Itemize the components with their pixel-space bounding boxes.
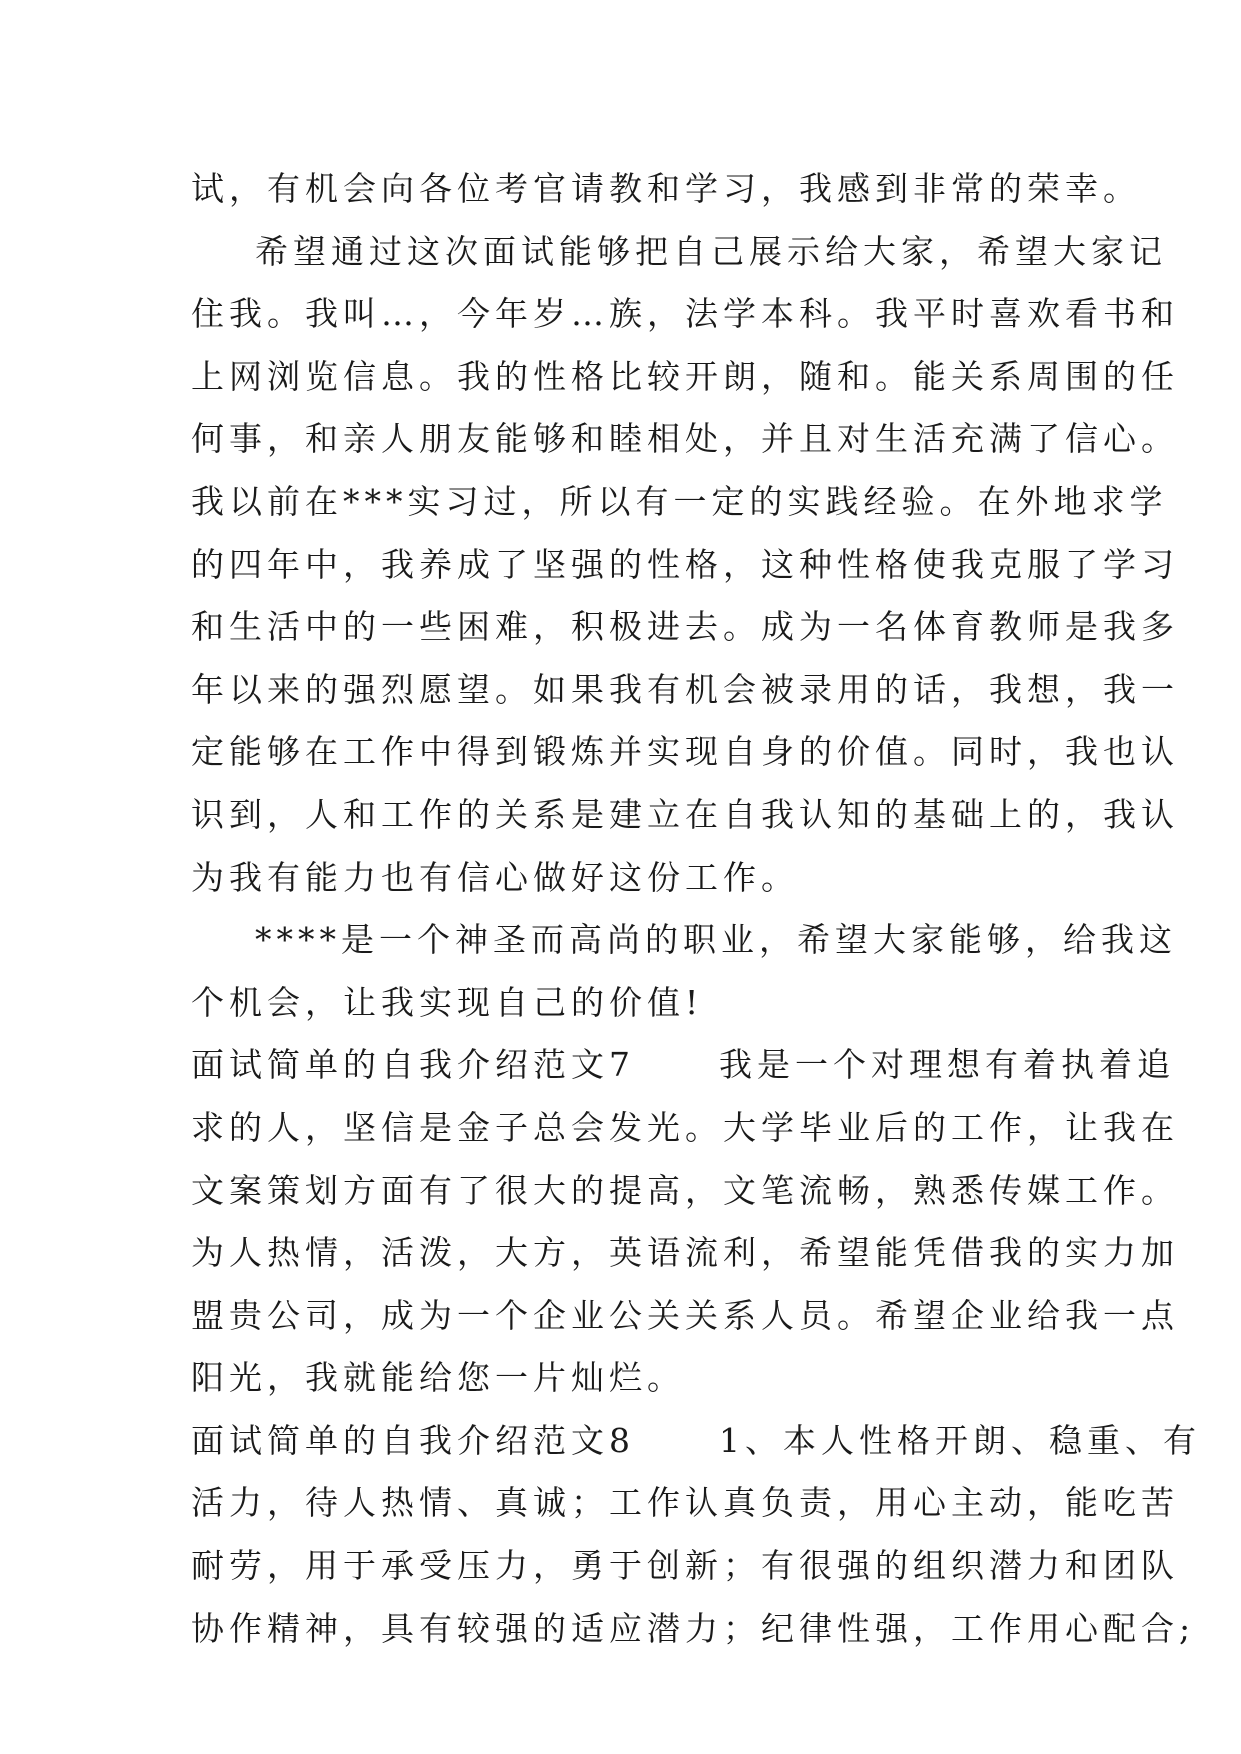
section-8-heading-line bbox=[191, 1410, 1201, 1473]
section-7-first-line: 我是一个对理想有着执着追 bbox=[719, 1045, 1175, 1085]
paragraph-first-line: ****是一个神圣而高尚的职业，希望大家能够，给我这 bbox=[255, 920, 1177, 960]
section-8-heading: 面试简单的自我介绍范文 bbox=[191, 1420, 609, 1460]
body-line: 定能够在工作中得到锻炼并实现自身的价值。同时，我也认 bbox=[191, 732, 1179, 772]
body-line: 协作精神，具有较强的适应潜力；纪律性强，工作用心配合; bbox=[191, 1608, 1196, 1648]
body-line: 的四年中，我养成了坚强的性格，这种性格使我克服了学习 bbox=[191, 544, 1179, 584]
body-line: 为人热情，活泼，大方，英语流利，希望能凭借我的实力加 bbox=[191, 1233, 1179, 1273]
body-line: 活力，待人热情、真诚；工作认真负责，用心主动，能吃苦 bbox=[191, 1483, 1179, 1523]
body-line: 住我。我叫…，今年岁…族，法学本科。我平时喜欢看书和 bbox=[191, 294, 1179, 334]
body-line: 求的人，坚信是金子总会发光。大学毕业后的工作，让我在 bbox=[191, 1107, 1179, 1147]
section-8-number: 8 bbox=[609, 1420, 635, 1460]
body-line: 上网浏览信息。我的性格比较开朗，随和。能关系周围的任 bbox=[191, 356, 1179, 396]
body-line: 年以来的强烈愿望。如果我有机会被录用的话，我想，我一 bbox=[191, 669, 1179, 709]
body-line: 试，有机会向各位考官请教和学习，我感到非常的荣幸。 bbox=[191, 169, 1141, 208]
body-line: 识到，人和工作的关系是建立在自我认知的基础上的，我认 bbox=[191, 794, 1179, 834]
section-7-number: 7 bbox=[609, 1045, 635, 1085]
body-line: 为我有能力也有信心做好这份工作。 bbox=[191, 857, 799, 897]
body-line: 文案策划方面有了很大的提高，文笔流畅，熟悉传媒工作。 bbox=[191, 1170, 1179, 1210]
body-line: 和生活中的一些困难，积极进去。成为一名体育教师是我多 bbox=[191, 607, 1179, 647]
body-line: 我以前在***实习过，所以有一定的实践经验。在外地求学 bbox=[191, 481, 1168, 521]
section-7-heading-line bbox=[191, 1034, 1175, 1097]
section-7-heading: 面试简单的自我介绍范文 bbox=[191, 1045, 609, 1085]
body-line: 耐劳，用于承受压力，勇于创新；有很强的组织潜力和团队 bbox=[191, 1546, 1179, 1586]
paragraph-first-line: 希望通过这次面试能够把自己展示给大家，希望大家记 bbox=[255, 231, 1167, 271]
body-line: 盟贵公司，成为一个企业公关关系人员。希望企业给我一点 bbox=[191, 1295, 1179, 1335]
body-line: 阳光，我就能给您一片灿烂。 bbox=[191, 1358, 685, 1398]
section-8-first-line: 1、本人性格开朗、稳重、有 bbox=[719, 1420, 1201, 1460]
document-body bbox=[191, 158, 1201, 1660]
body-line: 何事，和亲人朋友能够和睦相处，并且对生活充满了信心。 bbox=[191, 419, 1179, 459]
body-line: 个机会，让我实现自己的价值! bbox=[191, 982, 704, 1022]
